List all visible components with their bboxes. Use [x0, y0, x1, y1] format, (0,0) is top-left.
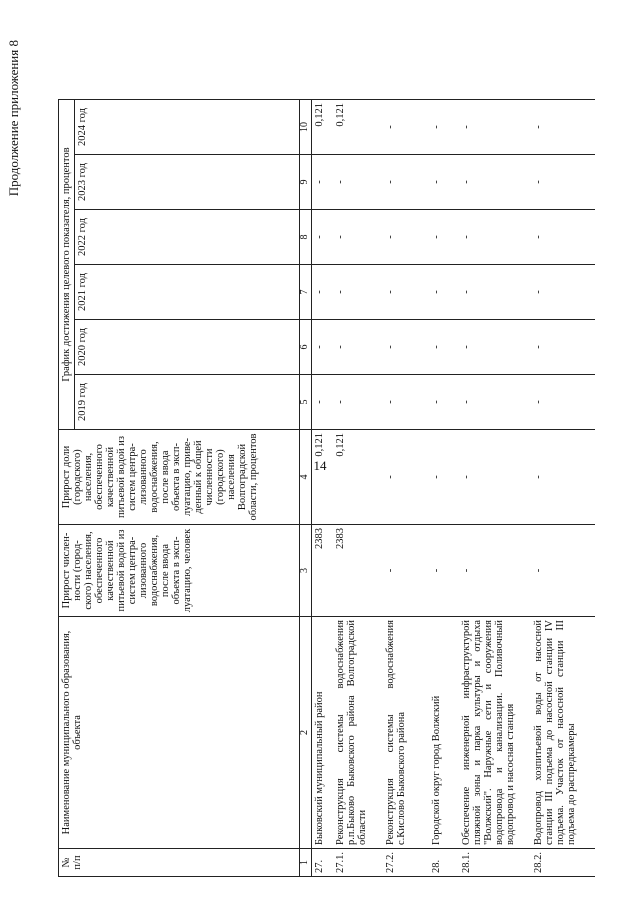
row-population-growth: 2383	[333, 525, 383, 617]
row-share-growth: -	[531, 430, 595, 525]
row-share-growth: -	[383, 430, 429, 525]
row-year-value: -	[531, 265, 595, 320]
row-population-growth: -	[429, 525, 459, 617]
column-number: 5	[300, 375, 312, 430]
row-year-value: -	[333, 320, 383, 375]
row-year-value: -	[459, 265, 531, 320]
table-row	[333, 100, 383, 877]
row-year-value: -	[459, 155, 531, 210]
column-numbers-row	[300, 100, 312, 877]
header-share-growth: Прирост доли (городского) населения, обеспеченного качественной питьевой водой из систем центра-лизованного водоснабжения, после ввода объекта в эксп-луатацию, приве-денный к общей численности (городского) населения Волгоградской области, процентов	[59, 430, 300, 525]
row-year-value: -	[383, 155, 429, 210]
row-number: 28.2.	[531, 849, 595, 877]
row-share-growth: -	[459, 430, 531, 525]
row-population-growth: -	[383, 525, 429, 617]
row-year-value: -	[333, 375, 383, 430]
row-number: 28.	[429, 849, 459, 877]
row-number: 27.1.	[333, 849, 383, 877]
row-year-value: -	[531, 210, 595, 265]
row-year-value: -	[383, 320, 429, 375]
row-year-value: -	[311, 320, 333, 375]
row-object-name: Быковский муниципальный район	[311, 617, 333, 849]
row-year-value: -	[429, 375, 459, 430]
row-object-name: Обеспечение инженерной инфраструктурой пляжной зоны и парка культуры и отдыха "Волжский". Наружные сети и сооружения водопровода и канализации. Поливочный водопровод и насосная станция	[459, 617, 531, 849]
row-number: 27.	[311, 849, 333, 877]
header-number: № п/п	[59, 849, 300, 877]
row-year-value: -	[429, 100, 459, 155]
row-year-value: -	[429, 155, 459, 210]
column-number: 8	[300, 210, 312, 265]
row-year-value: -	[383, 210, 429, 265]
column-number: 10	[300, 100, 312, 155]
table-row	[459, 100, 531, 877]
row-year-value: -	[383, 100, 429, 155]
row-share-growth: 0,121	[333, 430, 383, 525]
table-row	[531, 100, 595, 877]
column-number: 6	[300, 320, 312, 375]
page-number: 14	[313, 458, 327, 473]
row-year-value: -	[459, 210, 531, 265]
header-year: 2019 год	[75, 375, 300, 430]
row-year-value: 0,121	[333, 100, 383, 155]
row-year-value: -	[311, 210, 333, 265]
row-year-value: -	[459, 100, 531, 155]
row-year-value: -	[459, 375, 531, 430]
row-object-name: Реконструкция системы водоснабжения р.п.Быково Быковского района Волгоградской области	[333, 617, 383, 849]
row-year-value: -	[429, 265, 459, 320]
column-number: 1	[300, 849, 312, 877]
column-number: 9	[300, 155, 312, 210]
row-year-value: -	[333, 155, 383, 210]
row-year-value: -	[531, 375, 595, 430]
header-year: 2023 год	[75, 155, 300, 210]
row-object-name: Водопровод хозпитьевой воды от насосной станции III подъема до насосной станции IV подъема. Участок от насосной станции III подъема до распредкамеры	[531, 617, 595, 849]
row-population-growth: -	[459, 525, 531, 617]
header-population-growth: Прирост числен-ности (город-ского) населения, обеспеченного качественной питьевой водой из систем центра-лизованного водоснабжения, после ввода объекта в эксп-луатацию, человек	[59, 525, 300, 617]
row-year-value: -	[333, 210, 383, 265]
column-number: 7	[300, 265, 312, 320]
row-year-value: -	[383, 265, 429, 320]
target-indicator-table	[58, 99, 595, 877]
header-year: 2020 год	[75, 320, 300, 375]
row-population-growth: 2383	[311, 525, 333, 617]
table-row	[429, 100, 459, 877]
row-year-value: -	[333, 265, 383, 320]
row-year-value: -	[429, 320, 459, 375]
header-year: 2024 год	[75, 100, 300, 155]
row-share-growth: -	[429, 430, 459, 525]
row-year-value: -	[383, 375, 429, 430]
row-year-value: -	[531, 100, 595, 155]
appendix-title: Продолжение приложения 8	[6, 40, 21, 197]
row-year-value: -	[429, 210, 459, 265]
row-year-value: -	[531, 320, 595, 375]
row-share-growth: 0,121	[311, 430, 333, 525]
row-year-value: -	[531, 155, 595, 210]
row-year-value: -	[459, 320, 531, 375]
row-object-name: Реконструкция системы водоснабжения с.Кислово Быковского района	[383, 617, 429, 849]
row-year-value: -	[311, 265, 333, 320]
row-population-growth: -	[531, 525, 595, 617]
table-row	[383, 100, 429, 877]
row-year-value: -	[311, 375, 333, 430]
row-number: 27.2.	[383, 849, 429, 877]
table-body	[311, 100, 595, 877]
row-number: 28.1.	[459, 849, 531, 877]
header-schedule-group: График достижения целевого показателя, процентов	[59, 100, 75, 430]
table-row	[311, 100, 333, 877]
row-year-value: -	[311, 155, 333, 210]
row-object-name: Городской округ город Волжский	[429, 617, 459, 849]
column-number: 3	[300, 525, 312, 617]
header-year: 2021 год	[75, 265, 300, 320]
header-object-name: Наименование муниципального образования, объекта	[59, 617, 300, 849]
row-year-value: 0,121	[311, 100, 333, 155]
header-year: 2022 год	[75, 210, 300, 265]
column-number: 2	[300, 617, 312, 849]
column-number: 4	[300, 430, 312, 525]
